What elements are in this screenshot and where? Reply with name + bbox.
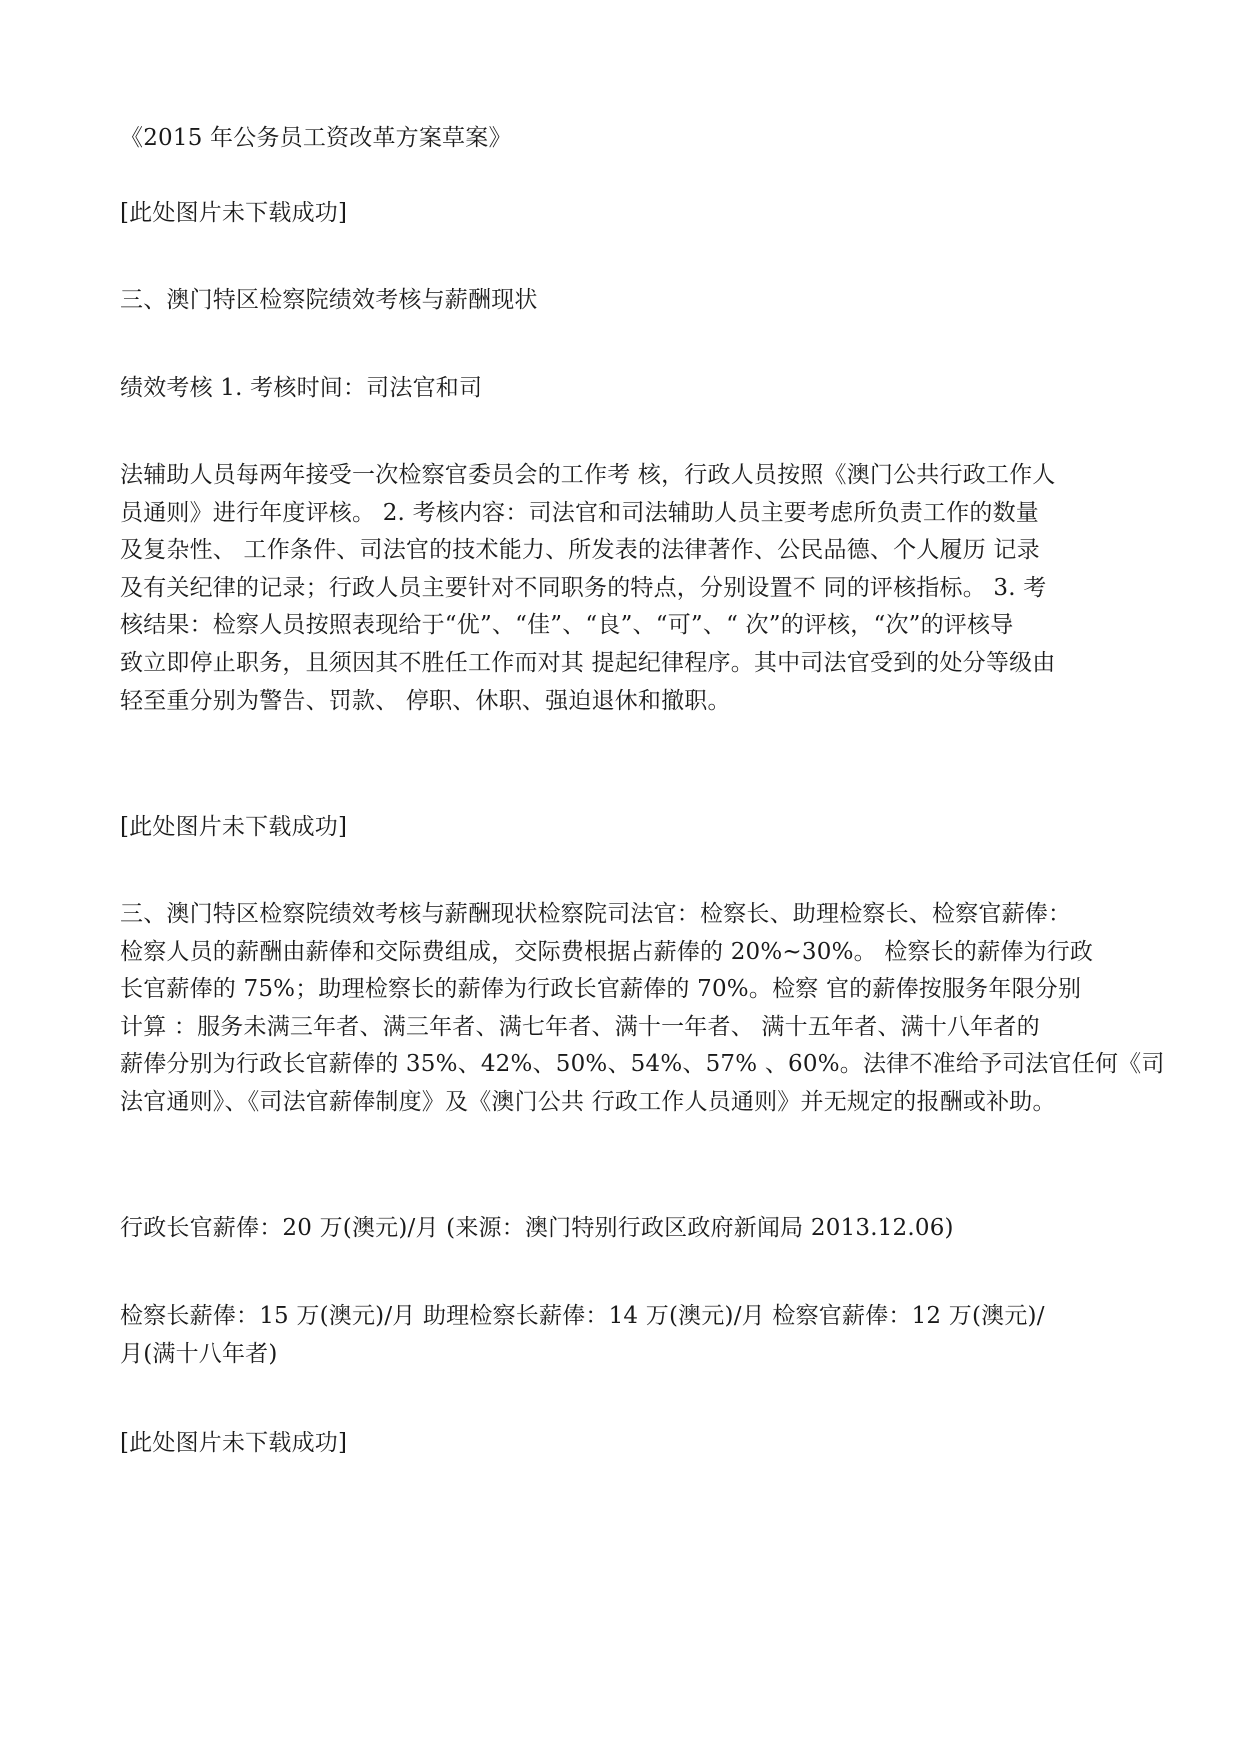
paragraph-line: 检察人员的薪酬由薪俸和交际费组成，交际费根据占薪俸的 20%~30%。 检察长的薪俸为行政 [120, 938, 1094, 965]
paragraph-line: 轻至重分别为警告、罚款、 停职、休职、强迫退休和撤职。 [120, 687, 731, 714]
paragraph-prosecutor-salaries [120, 1298, 1120, 1373]
image-missing-placeholder: [此处图片未下载成功] [120, 1430, 348, 1456]
paragraph-line: 法官通则》、《司法官薪俸制度》及《澳门公共 行政工作人员通则》并无规定的报酬或补助。 [120, 1088, 1056, 1115]
paragraph-line: 及复杂性、 工作条件、司法官的技术能力、所发表的法律著作、公民品德、个人履历 记录 [120, 537, 1040, 564]
paragraph-line: 计算 ：服务未满三年者、满三年者、满七年者、满十一年者、 满十五年者、满十八年者的 [120, 1013, 1040, 1040]
paragraph-line: 核结果：检察人员按照表现给于“优”、“佳”、“良”、“可”、“ 次”的评核，“次”的评核导 [120, 612, 1014, 639]
paragraph-chief-executive-salary: 行政长官薪俸：20 万(澳元)/月 (来源：澳门特别行政区政府新闻局 2013.12.06) [120, 1215, 954, 1241]
paragraph-line: 薪俸分别为行政长官薪俸的 35%、42%、50%、54%、57% 、60%。法律不准给予司法官任何《司 [120, 1051, 1165, 1078]
paragraph-line: 月(满十八年者) [120, 1340, 278, 1367]
image-missing-placeholder: [此处图片未下载成功] [120, 814, 348, 840]
paragraph-line: 长官薪俸的 75%；助理检察长的薪俸为行政长官薪俸的 70%。检察 官的薪俸按服务年限分别 [120, 976, 1082, 1003]
paragraph-line: 检察长薪俸：15 万(澳元)/月 助理检察长薪俸：14 万(澳元)/月 检察官薪俸：12 万(澳元)/ [120, 1303, 1045, 1329]
paragraph-line: 及有关纪律的记录；行政人员主要针对不同职务的特点，分别设置不 同的评核指标。 3. 考 [120, 574, 1047, 601]
paragraph-assessment [120, 457, 1120, 720]
paragraph-salary [120, 896, 1165, 1122]
paragraph-line: 法辅助人员每两年接受一次检察官委员会的工作考 核，行政人员按照《澳门公共行政工作人 [120, 462, 1056, 488]
paragraph-line: 致立即停止职务，且须因其不胜任工作而对其 提起纪律程序。其中司法官受到的处分等级由 [120, 649, 1056, 676]
document-title: 《2015 年公务员工资改革方案草案》 [120, 125, 512, 151]
paragraph-intro: 绩效考核 1. 考核时间：司法官和司 [120, 375, 483, 401]
paragraph-line: 员通则》进行年度评核。 2. 考核内容：司法官和司法辅助人员主要考虑所负责工作的数量 [120, 499, 1039, 526]
section-heading: 三、澳门特区检察院绩效考核与薪酬现状 [120, 287, 538, 313]
paragraph-line: 三、澳门特区检察院绩效考核与薪酬现状检察院司法官：检察长、助理检察长、检察官薪俸： [120, 901, 1072, 927]
image-missing-placeholder: [此处图片未下载成功] [120, 200, 348, 226]
